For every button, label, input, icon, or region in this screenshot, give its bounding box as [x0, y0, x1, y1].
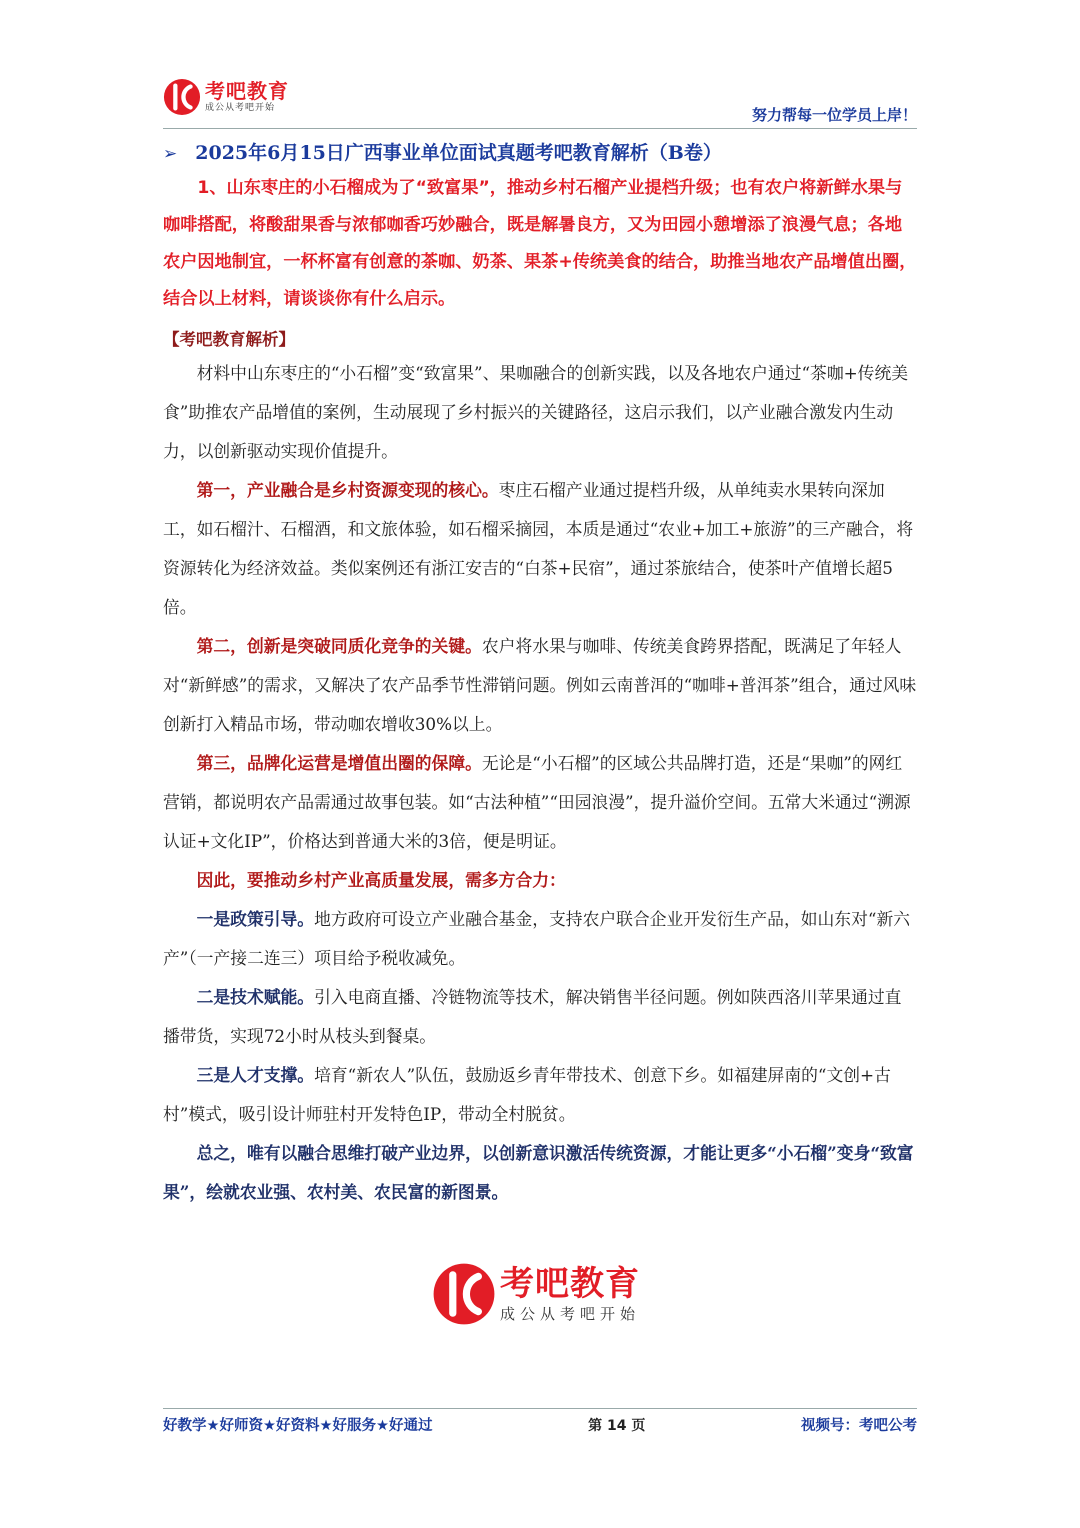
brand-logo-large [432, 1262, 640, 1326]
header-divider [163, 128, 917, 129]
page-title-text: 2025年6月15日广西事业单位面试真题考吧教育解析（B卷） [195, 142, 722, 164]
page-footer [163, 1414, 917, 1435]
point-two-body: 农户将水果与咖啡、传统美食跨界搭配，既满足了年轻人对“新鲜感”的需求，又解决了农产品季节性滞销问题。例如云南普洱的“咖啡+普洱茶”组合，通过风味创新打入精品市场，带动咖农增收30%以上。 [163, 636, 917, 734]
brand-logo [163, 78, 289, 116]
page-title [163, 138, 920, 165]
point-two-paragraph [163, 627, 918, 744]
brand-logo-name: 考吧教育 [205, 79, 289, 103]
brand-logo-large-name: 考吧教育 [500, 1263, 640, 1304]
footer-motto: 好教学★好师资★好资料★好服务★好通过 [163, 1418, 433, 1434]
question-text: 1、山东枣庄的小石榴成为了“致富果”，推动乡村石榴产业提档升级；也有农户将新鲜水果与咖啡搭配，将酸甜果香与浓郁咖香巧妙融合，既是解暑良方，又为田园小憩增添了浪漫气息；各地农户因地制宜，一杯杯富有创意的茶咖、奶茶、果茶+传统美食的结合，助推当地农产品增值出圈，结合以上材料，请谈谈你有什么启示。 [163, 178, 917, 309]
measure-one-body: 地方政府可设立产业融合基金，支持农户联合企业开发衍生产品，如山东对“新六产”（一产接二连三）项目给予税收减免。 [163, 909, 911, 968]
footer-divider [163, 1408, 917, 1409]
measure-one-paragraph [163, 900, 918, 978]
measure-three-body: 培育“新农人”队伍，鼓励返乡青年带技术、创意下乡。如福建屏南的“文创+古村”模式，吸引设计师驻村开发特色IP，带动全村脱贫。 [163, 1065, 891, 1124]
summary-lead: 因此，要推动乡村产业高质量发展，需多方合力： [196, 870, 566, 890]
article-body [163, 170, 918, 1212]
measure-one-heading: 一是政策引导。 [196, 909, 315, 929]
footer-channel: 视频号：考吧公考 [800, 1418, 917, 1434]
conclusion-paragraph: 总之，唯有以融合思维打破产业边界，以创新意识激活传统资源，才能让更多“小石榴”变身“致富果”，绘就农业强、农村美、农民富的新图景。 [163, 1143, 914, 1202]
point-one-paragraph [163, 471, 918, 627]
arrow-bullet-icon: ➢ [163, 144, 178, 164]
point-two-heading: 第二，创新是突破同质化竞争的关键。 [196, 636, 482, 656]
brand-logo-large-icon [432, 1262, 496, 1326]
analysis-label: 【考吧教育解析】 [163, 330, 295, 349]
point-three-body: 无论是“小石榴”的区域公共品牌打造，还是“果咖”的网红营销，都说明农产品需通过故事包装。如“古法种植”“田园浪漫”，提升溢价空间。五常大米通过“溯源认证+文化IP”，价格达到普通大米的3倍，便是明证。 [163, 753, 911, 851]
point-three-heading: 第三，品牌化运营是增值出圈的保障。 [196, 753, 482, 773]
point-one-body: 枣庄石榴产业通过提档升级，从单纯卖水果转向深加工，如石榴汁、石榴酒，和文旅体验，如石榴采摘园，本质是通过“农业+加工+旅游”的三产融合，将资源转化为经济效益。类似案例还有浙江安吉的“白茶+民宿”，通过茶旅结合，使茶叶产值增长超5倍。 [163, 480, 914, 617]
header-slogan: 努力帮每一位学员上岸！ [751, 106, 917, 124]
measure-three-heading: 三是人才支撑。 [196, 1065, 315, 1085]
measure-two-heading: 二是技术赋能。 [196, 987, 315, 1007]
point-one-heading: 第一，产业融合是乡村资源变现的核心。 [196, 480, 499, 500]
brand-logo-icon [163, 78, 201, 116]
measure-two-body: 引入电商直播、冷链物流等技术，解决销售半径问题。例如陕西洛川苹果通过直播带货，实现72小时从枝头到餐桌。 [163, 987, 902, 1046]
brand-logo-large-tagline: 成公从考吧开始 [500, 1304, 641, 1323]
point-three-paragraph [163, 744, 918, 861]
brand-logo-tagline: 成公从考吧开始 [205, 103, 276, 113]
measure-two-paragraph [163, 978, 918, 1056]
page-number: 第 14 页 [588, 1417, 646, 1434]
intro-paragraph: 材料中山东枣庄的“小石榴”变“致富果”、果咖融合的创新实践，以及各地农户通过“茶咖+传统美食”助推农产品增值的案例，生动展现了乡村振兴的关键路径，这启示我们，以产业融合激发内生动力，以创新驱动实现价值提升。 [163, 363, 909, 461]
measure-three-paragraph [163, 1056, 918, 1134]
